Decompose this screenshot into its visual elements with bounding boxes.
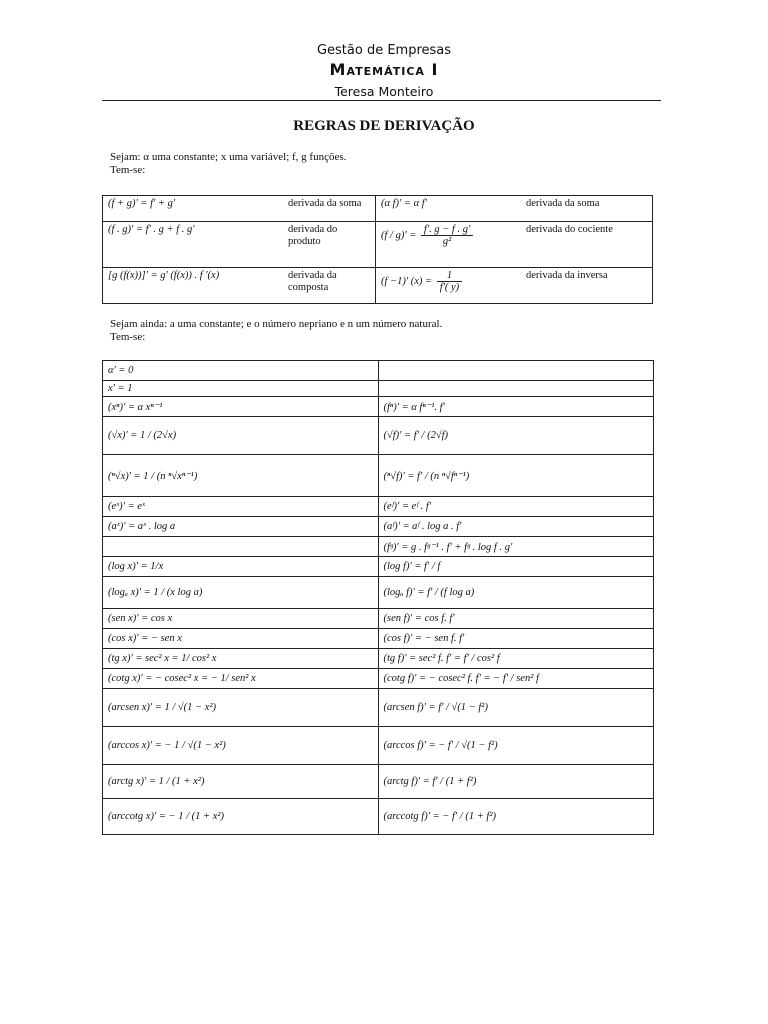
rule-quotient-num: f'. g − f . g' [421,224,473,236]
derivative-row [103,577,654,609]
derivative-left-cell: (cos x)' = − sen x [103,629,379,649]
page-title: REGRAS DE DERIVAÇÃO [293,118,475,134]
intro-first-line1: Sejam: α uma constante; x uma variável; f, g funções. [110,151,347,163]
derivatives-table [102,360,654,835]
derivative-right-cell: (sen f)' = cos f. f' [378,609,654,629]
course-name: Gestão de Empresas [316,43,452,58]
derivative-left-cell: x' = 1 [103,381,379,397]
intro-first [110,151,346,177]
derivative-left-cell: (√x)' = 1 / (2√x) [103,417,379,455]
derivative-left-cell: (arccotg x)' = − 1 / (1 + x²) [103,799,379,835]
derivative-row [103,497,654,517]
derivative-left-cell [103,537,379,557]
derivative-left-cell: α' = 0 [103,361,379,381]
intro-second [110,318,442,344]
header-rule [102,100,661,101]
derivative-right-cell: (fᵍ)' = g . fᵍ⁻¹ . f' + fᵍ . log f . g' [378,537,654,557]
derivative-right-cell [378,361,654,381]
derivative-row [103,557,654,577]
derivative-row [103,361,654,381]
rule-inverse-desc: derivada da inversa [526,270,608,281]
derivative-right-cell: (fⁿ)' = α fⁿ⁻¹. f' [378,397,654,417]
derivative-row [103,727,654,765]
derivatives-table-body [103,361,654,835]
derivative-right-cell: (aᶠ)' = aᶠ . log a . f' [378,517,654,537]
derivative-right-cell: (arccotg f)' = − f' / (1 + f²) [378,799,654,835]
rule-quotient-desc: derivada do cociente [526,224,613,235]
derivative-left-cell: (log x)' = 1/x [103,557,379,577]
rule-chain-desc: derivada da composta [283,268,376,304]
rule-chain-formula: [g (f(x))]' = g' (f(x)) . f '(x) [108,270,220,281]
author-name: Teresa Monteiro [334,84,434,99]
rule-product-formula: (f . g)' = f' . g + f . g' [108,224,195,235]
intro-second-line1: Sejam ainda: a uma constante; e o número nepriano e n um número natural. [110,318,443,330]
derivative-row [103,765,654,799]
rule-quotient-lhs: (f / g)' [381,229,407,241]
derivative-row [103,629,654,649]
derivative-row [103,537,654,557]
subject-title: Matemática I [329,60,439,79]
derivative-right-cell: (cos f)' = − sen f. f' [378,629,654,649]
rule-sum-formula: (f + g)' = f' + g' [108,198,176,209]
derivative-right-cell: (logₐ f)' = f' / (f log a) [378,577,654,609]
derivative-row [103,381,654,397]
rule-scalar-formula: (α f)' = α f' [381,198,427,209]
rule-quotient-den: g² [442,236,452,247]
derivative-row [103,649,654,669]
derivative-row [103,455,654,497]
derivative-left-cell: (tg x)' = sec² x = 1/ cos² x [103,649,379,669]
derivative-right-cell [378,381,654,397]
derivative-row [103,417,654,455]
rule-inverse-lhs: (f −1)' (x) = [381,275,433,287]
derivative-left-cell: (arcsen x)' = 1 / √(1 − x²) [103,689,379,727]
derivative-left-cell: (eˣ)' = eˣ [103,497,379,517]
rule-inverse-den: f'( y) [439,282,460,293]
rule-scalar-desc: derivada da soma [526,198,600,209]
basic-rules-table [102,195,653,304]
rule-quotient-fraction [421,224,473,247]
derivative-right-cell: (√f)' = f' / (2√f) [378,417,654,455]
rule-inverse-num: 1 [437,270,462,282]
rule-sum-desc: derivada da soma [283,196,376,222]
derivative-left-cell: (ⁿ√x)' = 1 / (n ⁿ√xⁿ⁻¹) [103,455,379,497]
derivative-right-cell: (ⁿ√f)' = f' / (n ⁿ√fⁿ⁻¹) [378,455,654,497]
derivative-left-cell: (sen x)' = cos x [103,609,379,629]
derivative-row [103,799,654,835]
derivative-row [103,689,654,727]
rule-inverse-fraction [437,270,462,293]
derivative-right-cell: (eᶠ)' = eᶠ . f' [378,497,654,517]
derivative-left-cell: (cotg x)' = − cosec² x = − 1/ sen² x [103,669,379,689]
rule-quotient-formula: (f / g)' = $\frac{f'. g - f . g'}{\text{g²}}$ [376,222,522,268]
derivative-left-cell: (xⁿ)' = α xⁿ⁻¹ [103,397,379,417]
derivative-right-cell: (arccos f)' = − f' / √(1 − f²) [378,727,654,765]
derivative-left-cell: (arccos x)' = − 1 / √(1 − x²) [103,727,379,765]
derivative-row [103,397,654,417]
derivative-right-cell: (cotg f)' = − cosec² f. f' = − f' / sen² f [378,669,654,689]
derivative-right-cell: (arctg f)' = f' / (1 + f²) [378,765,654,799]
derivative-right-cell: (tg f)' = sec² f. f' = f' / cos² f [378,649,654,669]
rule-product-desc: derivada do produto [283,222,376,268]
rule-inverse-formula [376,268,522,304]
derivative-row [103,669,654,689]
intro-first-line2: Tem-se: [110,164,146,176]
derivative-right-cell: (arcsen f)' = f' / √(1 − f²) [378,689,654,727]
intro-second-line2: Tem-se: [110,331,146,343]
derivative-right-cell: (log f)' = f' / f [378,557,654,577]
derivative-left-cell: (logₐ x)' = 1 / (x log a) [103,577,379,609]
derivative-left-cell: (arctg x)' = 1 / (1 + x²) [103,765,379,799]
derivative-left-cell: (aˣ)' = aˣ . log a [103,517,379,537]
derivative-row [103,517,654,537]
derivative-row [103,609,654,629]
